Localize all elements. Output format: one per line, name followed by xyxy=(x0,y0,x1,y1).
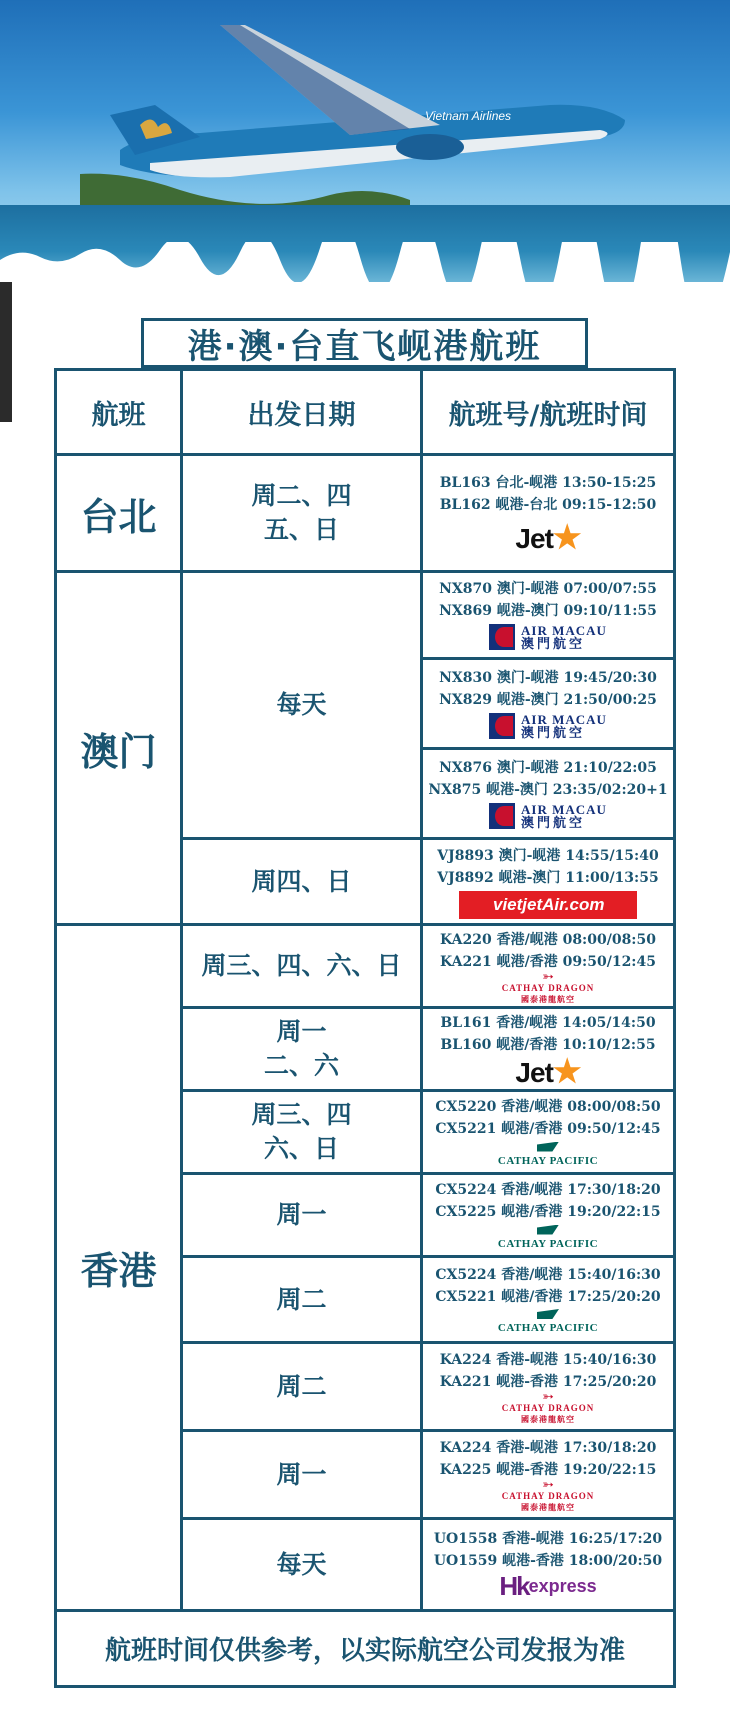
flight-line: NX870 澳门-岘港 07:00/07:55 xyxy=(439,581,657,597)
cathaypacific-logo: CATHAY PACIFIC xyxy=(498,1223,598,1251)
hkexpress-logo: Hk express xyxy=(499,1571,597,1601)
disclaimer-note: 航班时间仅供参考，以实际航空公司发报为准 xyxy=(104,1636,625,1666)
flight-cell-12 xyxy=(423,1520,673,1609)
edge-shadow xyxy=(0,282,12,422)
date-hk-8: 每天 xyxy=(276,1549,327,1579)
flight-cell-8 xyxy=(423,1175,673,1255)
city-macau: 澳门 xyxy=(80,729,157,774)
airmacau-logo: AIR MACAU 澳門航空 xyxy=(489,622,607,652)
airmacau-mark-icon xyxy=(489,713,515,739)
flight-line: VJ8893 澳门-岘港 14:55/15:40 xyxy=(437,847,659,864)
flight-line: BL163 台北-岘港 13:50-15:25 xyxy=(439,475,657,491)
flight-line: CX5221 岘港/香港 09:50/12:45 xyxy=(435,1121,661,1137)
brushwing-icon xyxy=(537,1225,559,1235)
flight-line: NX876 澳门-岘港 21:10/22:05 xyxy=(439,759,657,776)
header-flight-time: 航班号/航班时间 xyxy=(448,399,648,431)
dragon-icon: ➳ xyxy=(542,1477,554,1493)
flight-line: KA221 岘港-香港 17:25/20:20 xyxy=(439,1373,657,1390)
date-hk-3: 周三、四 六、日 xyxy=(251,1100,352,1163)
flight-cell-0 xyxy=(423,456,673,570)
cathaypacific-logo: CATHAY PACIFIC xyxy=(498,1140,598,1168)
flight-line: CX5220 香港/岘港 08:00/08:50 xyxy=(435,1099,661,1115)
flight-line: BL161 香港/岘港 14:05/14:50 xyxy=(440,1015,656,1031)
flight-cell-2 xyxy=(423,660,673,747)
airmacau-logo: AIR MACAU 澳門航空 xyxy=(489,801,607,831)
flight-line: CX5224 香港/岘港 17:30/18:20 xyxy=(435,1182,661,1198)
header-flight: 航班 xyxy=(91,399,146,431)
dragon-icon: ➳ xyxy=(542,968,554,985)
flight-line: CX5225 岘港/香港 19:20/22:15 xyxy=(435,1204,661,1220)
date-hk-6: 周二 xyxy=(276,1371,327,1401)
cathaydragon-logo: ➳ CATHAY DRAGON 國泰港龍航空 xyxy=(501,1389,595,1424)
date-taipei: 周二、四 五、日 xyxy=(251,481,352,544)
flight-cell-3 xyxy=(423,750,673,837)
flight-line: KA225 岘港-香港 19:20/22:15 xyxy=(439,1461,657,1478)
flight-line: KA224 香港-岘港 15:40/16:30 xyxy=(439,1351,657,1368)
vietjet-logo: vietjetAir.com xyxy=(459,891,637,919)
page-title: 港·澳·台直飞岘港航班 xyxy=(141,318,588,368)
hero-banner xyxy=(0,0,730,282)
airmacau-mark-icon xyxy=(489,624,515,650)
brushwing-icon xyxy=(537,1142,559,1152)
brushwing-icon xyxy=(537,1309,559,1319)
flight-cell-9 xyxy=(423,1258,673,1341)
city-hongkong: 香港 xyxy=(80,1249,157,1293)
date-macau-daily: 每天 xyxy=(276,690,327,719)
flight-line: BL160 岘港/香港 10:10/12:55 xyxy=(440,1037,656,1053)
flight-cell-4 xyxy=(423,840,673,923)
flight-line: NX829 岘港-澳门 21:50/00:25 xyxy=(439,691,657,708)
date-macau-thu-sun: 周四、日 xyxy=(251,866,352,896)
date-hk-1: 周三、四、六、日 xyxy=(201,951,402,980)
flight-cell-1 xyxy=(423,573,673,657)
flight-line: KA224 香港-岘港 17:30/18:20 xyxy=(439,1439,657,1456)
flight-cell-5 xyxy=(423,926,673,1006)
jetstar-logo: Jet★ xyxy=(515,1053,581,1089)
flight-line: CX5224 香港/岘港 15:40/16:30 xyxy=(435,1266,661,1283)
date-hk-2: 周一 二、六 xyxy=(263,1017,339,1080)
jetstar-logo: Jet★ xyxy=(515,519,581,555)
flight-cell-10 xyxy=(423,1344,673,1429)
flight-line: BL162 岘港-台北 09:15-12:50 xyxy=(439,497,657,513)
flight-table xyxy=(54,368,676,1688)
wave-divider xyxy=(0,242,730,282)
flight-cell-11 xyxy=(423,1432,673,1517)
flight-line: UO1558 香港-岘港 16:25/17:20 xyxy=(433,1530,663,1547)
flight-line: KA221 岘港/香港 09:50/12:45 xyxy=(440,954,656,970)
date-hk-7: 周一 xyxy=(276,1459,327,1489)
city-taipei: 台北 xyxy=(80,494,157,539)
flight-line: NX830 澳门-岘港 19:45/20:30 xyxy=(439,669,657,686)
airplane-illustration xyxy=(80,25,640,205)
header-date: 出发日期 xyxy=(247,399,356,431)
airmacau-mark-icon xyxy=(489,803,515,829)
livery-text: Vietnam Airlines xyxy=(425,109,512,123)
airmacau-logo: AIR MACAU 澳門航空 xyxy=(489,711,607,741)
flight-line: NX869 岘港-澳门 09:10/11:55 xyxy=(439,603,657,619)
flight-line: NX875 岘港-澳门 23:35/02:20+1 xyxy=(428,781,668,798)
cathaydragon-logo: ➳ CATHAY DRAGON 國泰港龍航空 xyxy=(501,1477,595,1512)
flight-line: CX5221 岘港/香港 17:25/20:20 xyxy=(435,1288,661,1305)
flight-line: KA220 香港/岘港 08:00/08:50 xyxy=(440,932,656,948)
flight-cell-6 xyxy=(423,1009,673,1089)
date-hk-4: 周一 xyxy=(276,1200,327,1229)
flight-cell-7 xyxy=(423,1092,673,1172)
star-icon: ★ xyxy=(552,1053,581,1089)
cathaydragon-logo: ➳ CATHAY DRAGON 國泰港龍航空 xyxy=(501,968,595,1004)
cathaypacific-logo: CATHAY PACIFIC xyxy=(498,1308,598,1336)
date-hk-5: 周二 xyxy=(276,1284,327,1314)
flight-line: UO1559 岘港-香港 18:00/20:50 xyxy=(433,1552,663,1569)
dragon-icon: ➳ xyxy=(542,1389,554,1405)
flight-line: VJ8892 岘港-澳门 11:00/13:55 xyxy=(437,869,659,886)
star-icon: ★ xyxy=(552,519,581,555)
